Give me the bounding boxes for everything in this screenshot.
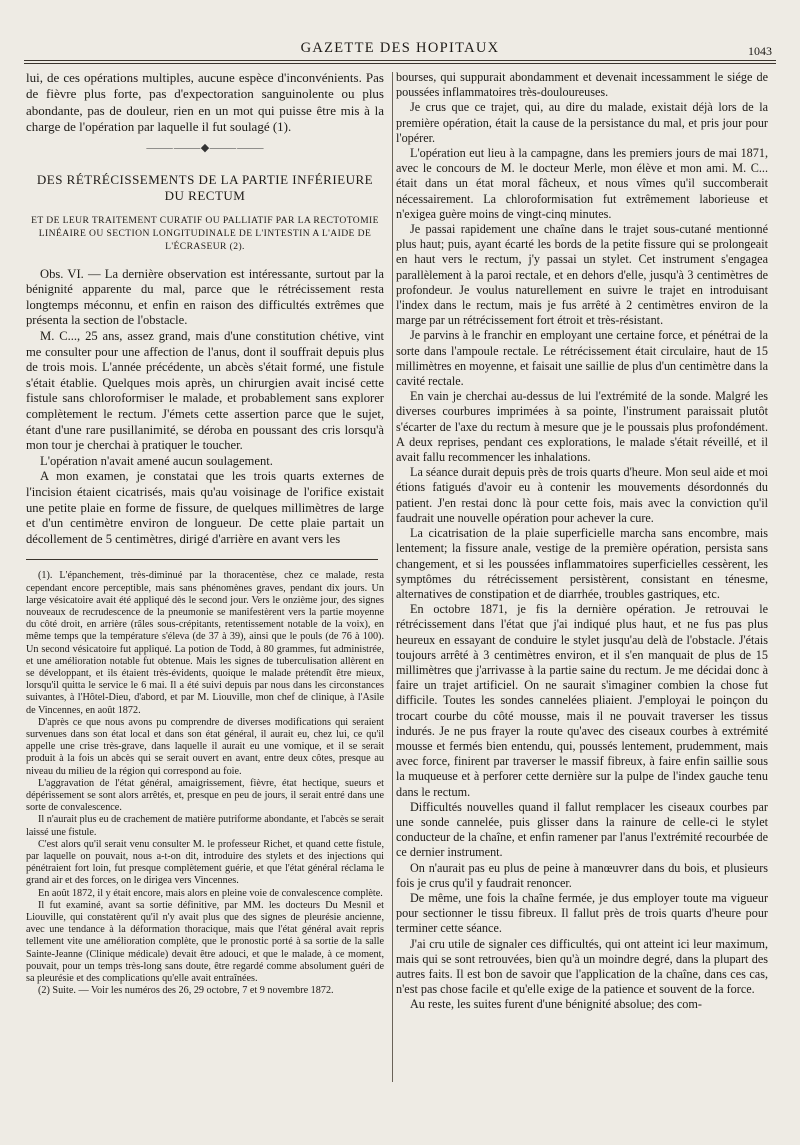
body-paragraph: bourses, qui suppurait abondamment et devenait incessamment le siége de poussées inflammatoires très-douloureuses. (396, 70, 768, 100)
body-paragraph: L'opération n'avait amené aucun soulagement. (40, 453, 273, 468)
footnote-paragraph: (1). L'épanchement, très-diminué par la thoracentèse, chez ce malade, resta cependant encore perceptible, mais sans phénomènes graves, pendant dix jours. Un large vésicatoire avait été appliqué dès le second jour. Vers le onzième jour, des signes nouveaux de recrudescence de la pneumonie se manifestèrent vers la partie moyenne du côté droit, en arrière (râles sous-crépitants, retentissement notable de la voix), en même temps que la température s'éleva (de 37 à 39), ainsi que le pouls (de 76 à 100). Un second vésicatoire fut appliqué. La potion de Todd, à 80 grammes, fut administrée, et une amélioration notable fut obtenue. Mais les signes de tuberculisation allèrent en se développant, et ils étaient très-évidents, quoique le malade prétendît être mieux, lorsqu'il quitta le service le 6 mai. Il a été suivi depuis par nous dans les circonstances suivantes, à l'Hôtel-Dieu, d'abord, et par M. Liouville, mon chef de clinique, à l'Asile de Vincennes, en août 1872. (26, 570, 384, 716)
continued-paragraph: lui, de ces opérations multiples, aucune espèce d'inconvénients. Pas de fièvre plus forte, pas d'expectoration sanguinolente ou plus abondante, pas de douleur, rien en un mot qui puisse être mis à la charge de l'opération par laquelle il fut soulagé (1). (26, 70, 384, 135)
masthead-title: GAZETTE DES HOPITAUX (300, 40, 500, 56)
footnote-paragraph: C'est alors qu'il serait venu consulter M. le professeur Richet, et quand cette fistule, par laquelle on pouvait, nous a-t-on dit, introduire des stylets et des injections qui pénétraient fort loin, fut presque complètement guérie, et que l'état général réclama le grand air et des forces, on le dirigea vers Vincennes. (26, 838, 384, 887)
footnote-rule (26, 559, 378, 560)
body-paragraph: La séance durait depuis près de trois quarts d'heure. Mon seul aide et moi étions fatigués d'avoir eu à contenir les mouvements désordonnés du patient. J'en restai donc là pour cette fois, mais avec la conviction qu'il faudrait une nouvelle opération pour achever la cure. (396, 465, 768, 525)
body-paragraph: Je parvins à le franchir en employant une certaine force, et pénétrai de la sorte dans l'ampoule rectale. Le rétrécissement était circulaire, haut de 15 millimètres en moyenne, et faisait une saillie de plus d'un centimètre dans la cavité rectale. (396, 328, 768, 389)
footnote-paragraph: Il fut examiné, avant sa sortie définitive, par MM. les docteurs Du Mesnil et Liouville, qui constatèrent qu'il n'y avait plus que des signes de pleurésie ancienne, avec une tendance à la déformation thoracique, mais que l'état général avait repris tellement vite une amélioration complète, que le pronostic porté à sa sortie de la salle Sainte-Jeanne (Clinique médicale) devait être adouci, et que le malade, à ce moment, pouvait, pour un temps très-long sans doute, être regardé comme absolument guéri de sa pleurésie et des complications qu'elle avait entraînées. (26, 899, 384, 985)
header-rule-top (24, 60, 776, 61)
footnote-paragraph: D'après ce que nous avons pu comprendre de diverses modifications qui seraient survenues dans son état local et dans son état général, il aurait eu, chez lui, ce qu'il appelle une crise très-grave, dans laquelle il aurait eu une vomique, et il se serait produit à la fois un abcès qui se serait ouvert en avant, entre deux côtes, presque au niveau du milieu de la région qui correspond au foie. (26, 716, 384, 777)
body-paragraph: Je crus que ce trajet, qui, au dire du malade, existait déjà lors de la première opération, était la cause de la persistance du mal, et pris jour pour l'opérer. (396, 100, 768, 145)
column-separator (392, 72, 393, 1082)
header-rule-bottom (24, 63, 776, 64)
left-column (26, 70, 384, 997)
body-paragraph: On n'aurait pas eu plus de peine à manœuvrer dans du bois, et plusieurs fois je crus qu'il y faudrait renoncer. (396, 860, 768, 890)
section-divider: ⸻⸻◆⸻⸻ (145, 141, 265, 154)
body-paragraph: J'ai cru utile de signaler ces difficultés, qui ont atteint ici leur maximum, mais qui se sont retrouvées, bien qu'à un moindre degré, dans la plupart des autres faits. Il est bon de savoir que l'application de la chaîne, dans ces cas, n'est pas chose facile et qu'elle exige de la patience et souvent de la force. (396, 936, 768, 997)
footnote-paragraph: (2) Suite. — Voir les numéros des 26, 29 octobre, 7 et 9 novembre 1872. (38, 985, 334, 997)
footnote-paragraph: Il n'aurait plus eu de crachement de matière putriforme abondante, et l'abcès se serait laissé une fistule. (26, 814, 384, 838)
page-number: 1043 (748, 44, 772, 58)
body-paragraph: De même, une fois la chaîne fermée, je dus employer toute ma vigueur pour sectionner le tissu fibreux. Il fallut près de trois quarts d'heure pour terminer cette séance. (396, 890, 768, 936)
body-paragraph: Au reste, les suites furent d'une bénignité absolue; des com- (410, 997, 702, 1012)
article-title: DES RÉTRÉCISSEMENTS DE LA PARTIE INFÉRIEURE DU RECTUM (36, 171, 374, 203)
body-paragraph: L'opération eut lieu à la campagne, dans les premiers jours de mai 1871, avec le concours de M. le docteur Merle, mon élève et mon ami. M. C... était dans un état moral fâcheux, et nous vîmes qu'il succomberait nécessairement. La chloroformisation fut extrêmement laborieuse et n'exigea guère moins de vingt-cinq minutes. (396, 146, 768, 221)
body-paragraph: M. C..., 25 ans, assez grand, mais d'une constitution chétive, vint me consulter pour une affection de l'anus, dont il souffrait depuis plus de trois mois. L'année précédente, un abcès s'était formé, une fistule s'était établie. Quelques mois après, un chirurgien avait incisé cette fistule sans chloroformiser le malade, et probablement sans explorer complètement le rectum. J'émets cette assertion parce que le sujet, étant d'une rare pusillanimité, se déroba en poussant des cris lorsqu'à mon tour je cherchai à pratiquer le toucher. (26, 329, 384, 453)
body-paragraph: En octobre 1871, je fis la dernière opération. Je retrouvai le rétrécissement dans l'état que j'ai indiqué plus haut, et ne fus pas plus heureux en essayant de conduire le stylet jusqu'au delà de l'obstacle. J'étais toujours arrêté à 3 centimètres environ, et il s'en manquait de plus de 15 millimètres que j'arrivasse à la partie saine du rectum. Je me décidai donc à faire un trajet artificiel. On ne saurait s'imaginer combien la chose fut difficile. Toutes les sondes cannelées pliaient. J'employai le poinçon du trocart courbe du côté mousse, mais il ne pouvait traverser les tissus indurés. Je ne pus frayer la route qu'avec des ciseaux courbes à extrémité mousse et fermés bien entendu, qui, poussés lentement, prudemment, mais avec force, finirent par traverser le massif fibreux, à faire enfin saillie sous la muqueuse et à perforer cette dernière sur la pulpe de l'index gauche tenu dans le rectum. (396, 602, 768, 799)
body-paragraph: La cicatrisation de la plaie superficielle marcha sans encombre, mais lentement; la fissure anale, vestige de la première opération, persista sans changement, et si les poussées inflammatoires superficielles cessèrent, les symptômes du rétrécissement persistèrent, consistant en ténesme, alternatives de constipation et de diarrhée, troubles gastriques, etc. (396, 526, 768, 601)
body-paragraph: A mon examen, je constatai que les trois quarts externes de l'incision étaient cicatrisés, mais qu'au voisinage de l'orifice existait une petite plaie en forme de fissure, de quelques millimètres de large et d'un centimètre environ de longueur. De cette plaie partait un décollement de 5 centimètres, dirigé d'arrière en avant vers les (26, 469, 384, 546)
article-subtitle: ET DE LEUR TRAITEMENT CURATIF OU PALLIATIF PAR LA RECTOTOMIE LINÉAIRE OU SECTION LONGITUDINALE DE L'INTESTIN A L'AIDE DE L'ÉCRASEUR (2). (31, 214, 379, 252)
body-paragraph: Obs. VI. — La dernière observation est intéressante, surtout par la bénignité apparente du mal, parce que le rétrécissement resta longtemps méconnu, et enfin en raison des difficultés extrêmes que présenta la section de l'obstacle. (26, 266, 384, 328)
footnote-paragraph: L'aggravation de l'état général, amaigrissement, fièvre, état hectique, sueurs et dépérissement se sont alors arrêtés, et, presque en peu de jours, il serait entré dans une sorte de convalescence. (26, 777, 384, 814)
footnote-paragraph: En août 1872, il y était encore, mais alors en pleine voie de convalescence complète. (38, 887, 383, 899)
body-paragraph: En vain je cherchai au-dessus de lui l'extrémité de la sonde. Malgré les diverses courbures imprimées à sa pointe, l'instrument paraissait plutôt s'écarter de l'axe du rectum à mesure que je le poussais plus profondément. A deux reprises, pendant ces explorations, le malade s'était réveillé, et il avait fallu recommencer les inhalations. (396, 389, 768, 465)
body-paragraph: Je passai rapidement une chaîne dans le trajet sous-cutané mentionné plus haut; puis, ayant écarté les bords de la petite fissure qui se prolongeait en haut vers le rectum, j'y passai un stylet. Cet instrument s'engagea parallèlement à la paroi rectale, et en dehors d'elle, jusqu'à 3 centimètres de profondeur. Je voulus naturellement en suivre le trajet en introduisant l'index dans le rectum, mais je fus arrêté à 2 centimètres environ de la marge par un rétrécissement fort étroit et très-résistant. (396, 222, 768, 328)
right-column (396, 70, 768, 1013)
body-paragraph: Difficultés nouvelles quand il fallut remplacer les ciseaux courbes par une sonde cannelée, puis glisser dans la rainure de celle-ci le stylet conducteur de la chaîne, et enfin ramener par l'anus l'extrémité recourbée de ce dernier instrument. (396, 799, 768, 860)
